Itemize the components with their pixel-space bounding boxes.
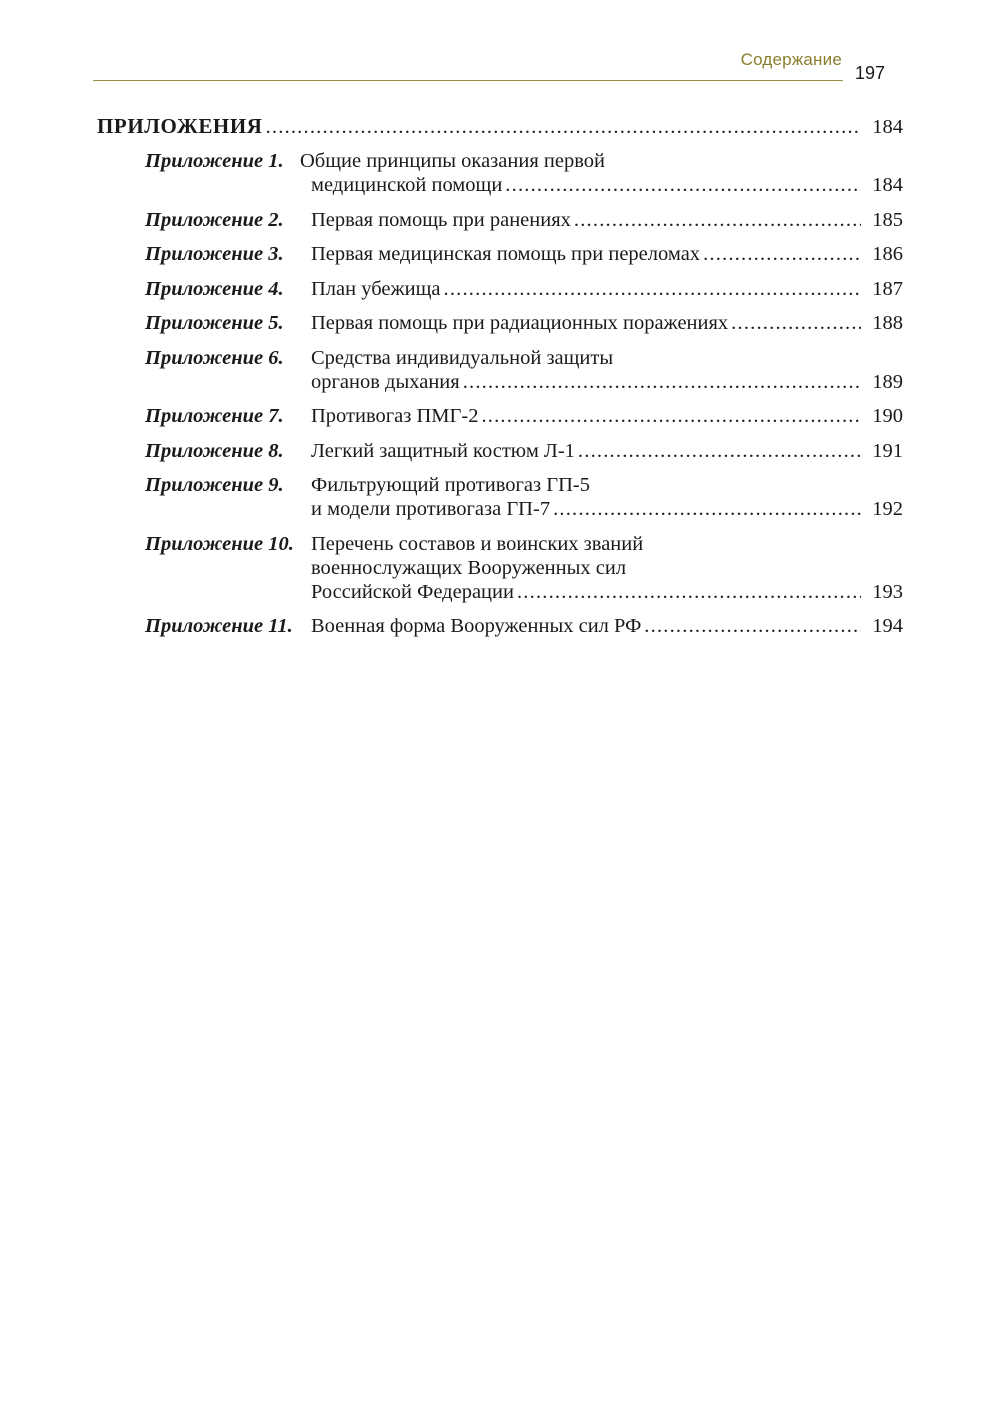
dot-leader — [517, 580, 861, 604]
entry-label: Приложение 7. — [145, 405, 284, 427]
toc-entry-line — [145, 149, 903, 173]
entry-label: Приложение 3. — [145, 243, 284, 265]
dot-leader — [703, 242, 861, 266]
entry-label: Приложение 8. — [145, 439, 284, 462]
entry-page: 189 — [872, 370, 903, 393]
entry-label: Приложение 4. — [145, 277, 284, 300]
entry-page: 188 — [872, 312, 903, 334]
toc-entry[interactable] — [145, 532, 903, 604]
entry-title-text: Легкий защитный костюм Л-1 — [311, 439, 575, 462]
entry-page: 187 — [872, 277, 903, 300]
entry-label: Приложение 6. — [145, 346, 284, 369]
entry-label: Приложение 2. — [145, 208, 284, 231]
table-of-contents — [97, 114, 903, 649]
toc-entry-continuation — [145, 580, 903, 604]
entry-page: 184 — [872, 174, 903, 196]
toc-entry-line — [145, 311, 903, 335]
toc-entry[interactable] — [145, 149, 903, 197]
dot-leader — [644, 614, 861, 638]
toc-entry[interactable] — [145, 614, 903, 638]
entry-title-text: Средства индивидуальной защиты — [311, 346, 614, 369]
entry-page: 191 — [872, 439, 903, 462]
entry-title-text: Общие принципы оказания первой — [300, 150, 605, 172]
toc-entry-continuation — [145, 370, 903, 394]
dot-leader — [266, 115, 861, 139]
entry-title-text: Первая помощь при радиационных поражениях — [311, 312, 729, 334]
entry-title-text: Первая помощь при ранениях — [311, 208, 571, 231]
entry-title-text: План убежища — [311, 277, 441, 300]
dot-leader — [444, 277, 862, 301]
entry-title-text: медицинской помощи — [311, 174, 503, 196]
toc-entry[interactable] — [145, 404, 903, 428]
toc-entry-line — [145, 242, 903, 266]
entry-page: 186 — [872, 243, 903, 265]
dot-leader — [481, 404, 861, 428]
entry-page: 193 — [872, 580, 903, 603]
page-number: 197 — [855, 63, 886, 83]
entry-title-text: Российской Федерации — [311, 580, 514, 603]
toc-entry-line — [145, 532, 903, 556]
entry-label: Приложение 11. — [145, 615, 293, 637]
entry-label: Приложение 5. — [145, 312, 284, 334]
toc-entry[interactable] — [145, 473, 903, 521]
toc-entry[interactable] — [145, 208, 903, 232]
entry-page: 190 — [872, 405, 903, 427]
entry-label: Приложение 10. — [145, 532, 294, 555]
entry-title-text: Противогаз ПМГ-2 — [311, 405, 479, 427]
entry-page: 194 — [872, 615, 903, 637]
entry-title-text: Первая медицинская помощь при переломах — [311, 243, 701, 265]
toc-entry[interactable] — [145, 277, 903, 301]
entry-label: Приложение 1. — [145, 150, 284, 172]
dot-leader — [463, 370, 861, 394]
entry-page: 185 — [872, 208, 903, 231]
toc-entry-continuation — [145, 497, 903, 521]
toc-entry-line — [145, 346, 903, 370]
toc-entry-line — [145, 277, 903, 301]
entry-label: Приложение 9. — [145, 474, 284, 496]
section-page: 184 — [872, 116, 903, 138]
toc-entry-continuation — [145, 173, 903, 197]
section-title: ПРИЛОЖЕНИЯ — [97, 114, 263, 138]
toc-entry[interactable] — [145, 242, 903, 266]
entry-title-text: и модели противогаза ГП-7 — [311, 498, 551, 520]
toc-entry-continuation — [145, 556, 903, 580]
toc-entries — [97, 149, 903, 638]
toc-entry[interactable] — [145, 439, 903, 463]
toc-section-row[interactable] — [97, 114, 903, 139]
running-head: Содержание — [740, 50, 842, 69]
dot-leader — [505, 173, 861, 197]
toc-entry[interactable] — [145, 346, 903, 394]
toc-entry-line — [145, 404, 903, 428]
entry-title-text: органов дыхания — [311, 370, 460, 393]
toc-entry-line — [145, 614, 903, 638]
entry-page: 192 — [872, 498, 903, 520]
dot-leader — [578, 439, 861, 463]
dot-leader — [553, 497, 861, 521]
toc-entry-line — [145, 208, 903, 232]
header-rule — [93, 80, 843, 81]
toc-entry[interactable] — [145, 311, 903, 335]
entry-title-text: Фильтрующий противогаз ГП-5 — [311, 474, 590, 496]
toc-entry-line — [145, 439, 903, 463]
entry-title-text: Военная форма Вооруженных сил РФ — [311, 615, 642, 637]
dot-leader — [731, 311, 861, 335]
toc-entry-line — [145, 473, 903, 497]
dot-leader — [574, 208, 861, 232]
entry-title-text: Перечень составов и воинских званий — [311, 532, 644, 555]
entry-title-text: военнослужащих Вооруженных сил — [311, 556, 627, 579]
